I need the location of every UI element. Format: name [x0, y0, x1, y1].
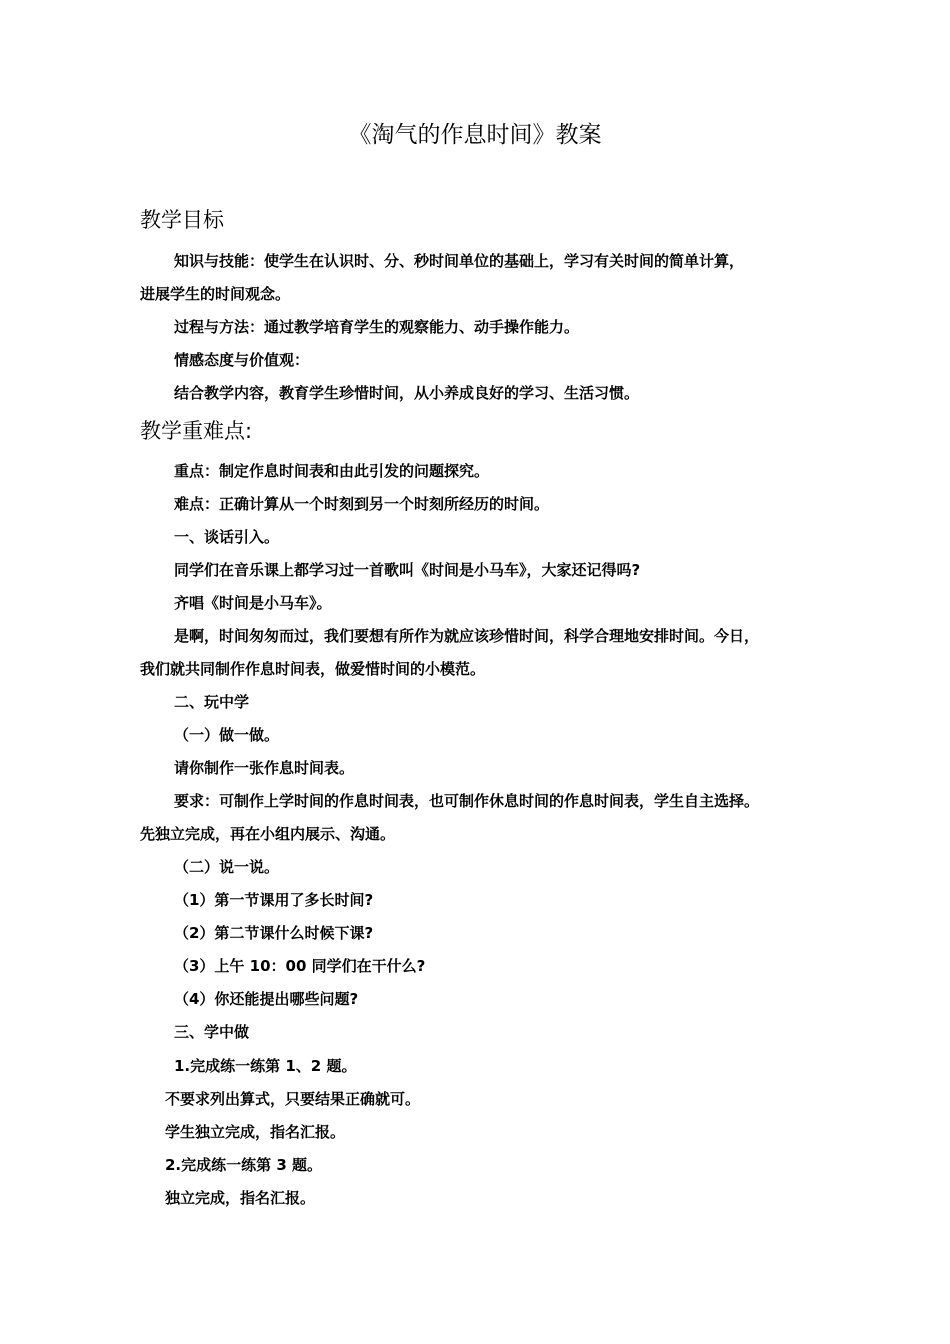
objectives-heading: 教学目标: [140, 208, 224, 232]
step1-talk-line1: 是啊，时间匆匆而过，我们要想有所作为就应该珍惜时间，科学合理地安排时间。今日，: [174, 627, 760, 645]
question-1: （1）第一节课用了多长时间?: [174, 891, 374, 909]
step2-sub1: （一）做一做。: [174, 726, 280, 744]
emotion-detail: 结合教学内容，教育学生珍惜时间，从小养成良好的学习、生活习惯。: [174, 384, 640, 402]
exercise-2: 2.完成练一练第 3 题。: [165, 1156, 323, 1174]
question-3: （3）上午 10：00 同学们在干什么?: [174, 957, 426, 975]
step2-requirement-line2: 先独立完成，再在小组内展示、沟通。: [140, 825, 396, 843]
process-methods: 过程与方法：通过教学培育学生的观察能力、动手操作能力。: [174, 318, 580, 336]
difficult-point: 难点：正确计算从一个时刻到另一个时刻所经历的时间。: [174, 495, 550, 513]
step2-sub2: （二）说一说。: [174, 858, 280, 876]
step1-sing: 齐唱《时间是小马车》。: [174, 594, 332, 612]
step1-question: 同学们在音乐课上都学习过一首歌叫《时间是小马车》，大家还记得吗?: [174, 561, 641, 579]
exercise-2-report: 独立完成，指名汇报。: [165, 1189, 316, 1207]
step1-title: 一、谈话引入。: [174, 528, 280, 546]
step2-requirement-line1: 要求：可制作上学时间的作息时间表，也可制作休息时间的作息时间表，学生自主选择。: [174, 792, 760, 810]
step1-talk-line2: 我们就共同制作作息时间表，做爱惜时间的小模范。: [140, 660, 486, 678]
step3-title: 三、学中做: [174, 1023, 250, 1041]
key-points-heading: 教学重难点:: [140, 419, 253, 443]
key-point: 重点：制定作息时间表和由此引发的问题探究。: [174, 462, 490, 480]
question-2: （2）第二节课什么时候下课?: [174, 924, 374, 942]
question-4: （4）你还能提出哪些问题?: [174, 990, 359, 1008]
step2-make-table: 请你制作一张作息时间表。: [174, 759, 355, 777]
exercise-1: 1.完成练一练第 1、2 题。: [174, 1057, 357, 1075]
document-title: 《淘气的作息时间》教案: [348, 122, 602, 148]
knowledge-skills-line1: 知识与技能：使学生在认识时、分、秒时间单位的基础上，学习有关时间的简单计算，: [174, 252, 745, 270]
step2-title: 二、玩中学: [174, 693, 250, 711]
emotion-attitude: 情感态度与价值观：: [174, 351, 310, 369]
exercise-1-report: 学生独立完成，指名汇报。: [165, 1123, 346, 1141]
exercise-1-note: 不要求列出算式，只要结果正确就可。: [165, 1090, 421, 1108]
knowledge-skills-line2: 进展学生的时间观念。: [140, 285, 291, 303]
